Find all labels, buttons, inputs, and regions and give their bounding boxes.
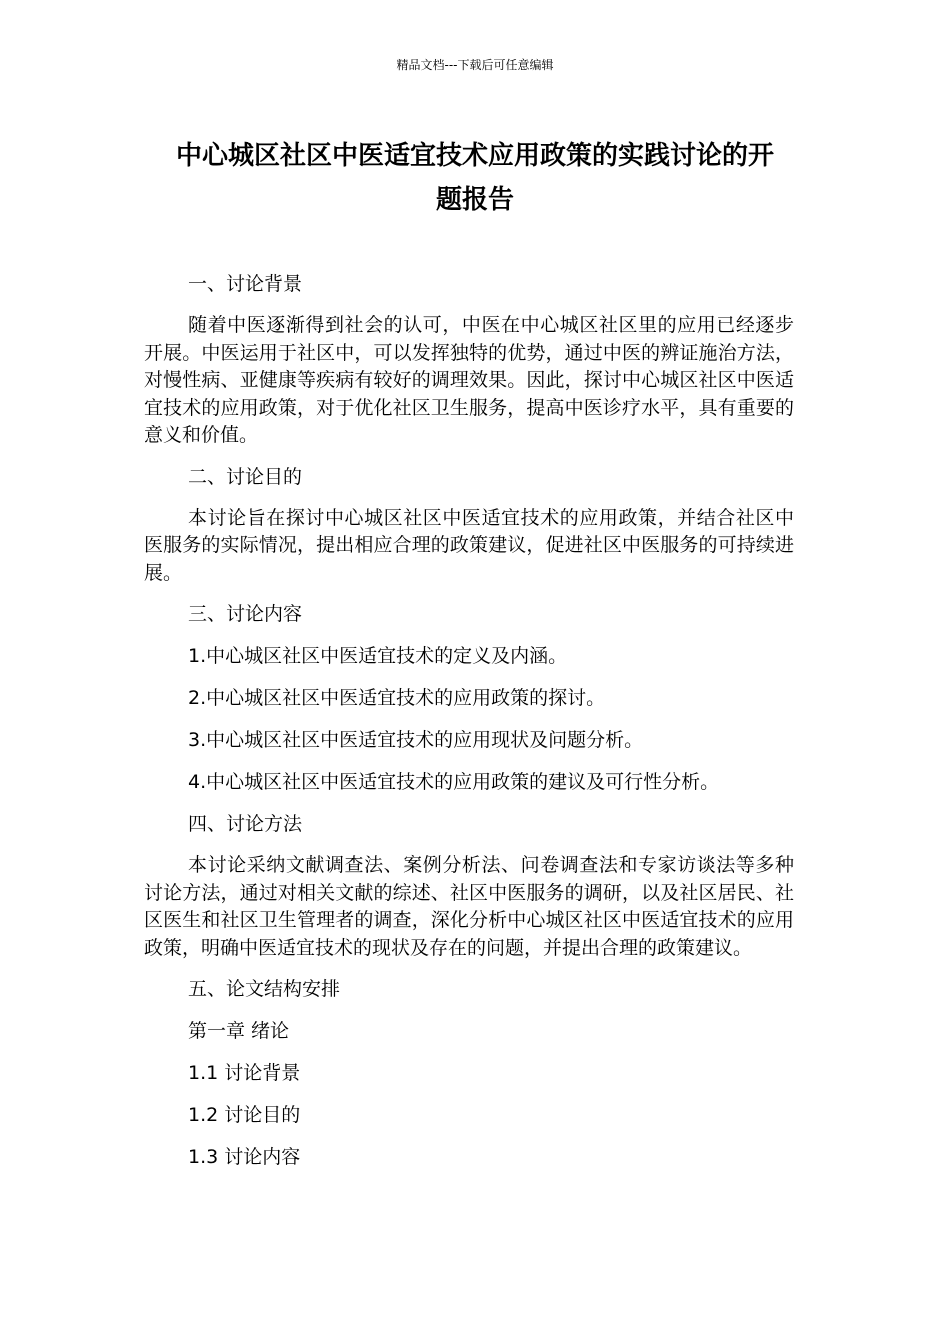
section-heading-background: 一、讨论背景: [188, 273, 303, 295]
section-paragraph-method: 本讨论采纳文献调查法、案例分析法、问卷调查法和专家访谈法等多种讨论方法，通过对相关文献的综述、社区中医服务的调研，以及社区居民、社区医生和社区卫生管理者的调查，深化分析中心城区社区中医适宜技术的应用政策，明确中医适宜技术的现状及存在的问题，并提出合理的政策建议。: [144, 854, 794, 959]
section-heading-structure: 五、论文结构安排: [188, 978, 341, 1000]
page-header-note: 精品文档---下载后可任意编辑: [396, 58, 554, 72]
structure-chapter: 第一章 绪论: [188, 1020, 290, 1042]
section-heading-method: 四、讨论方法: [188, 813, 303, 835]
content-list-item: 4.中心城区社区中医适宜技术的应用政策的建议及可行性分析。: [188, 771, 720, 793]
structure-list-item: 1.3 讨论内容: [188, 1146, 301, 1168]
document-title-line-2: 题报告: [435, 185, 514, 215]
section-paragraph-background: 随着中医逐渐得到社会的认可，中医在中心城区社区里的应用已经逐步开展。中医运用于社区中，可以发挥独特的优势，通过中医的辨证施治方法，对慢性病、亚健康等疾病有较好的调理效果。因此，探讨中心城区社区中医适宜技术的应用政策，对于优化社区卫生服务，提高中医诊疗水平，具有重要的意义和价值。: [144, 314, 794, 446]
document-title-line-1: 中心城区社区中医适宜技术应用政策的实践讨论的开: [175, 141, 774, 171]
section-heading-content: 三、讨论内容: [188, 603, 303, 625]
content-list-item: 3.中心城区社区中医适宜技术的应用现状及问题分析。: [188, 729, 644, 751]
content-list-item: 1.中心城区社区中医适宜技术的定义及内涵。: [188, 645, 568, 667]
structure-list-item: 1.1 讨论背景: [188, 1062, 301, 1084]
section-paragraph-purpose: 本讨论旨在探讨中心城区社区中医适宜技术的应用政策，并结合社区中医服务的实际情况，提出相应合理的政策建议，促进社区中医服务的可持续进展。: [144, 506, 794, 584]
document-body: [144, 270, 794, 1185]
structure-list-item: 1.2 讨论目的: [188, 1104, 301, 1126]
section-heading-purpose: 二、讨论目的: [188, 465, 303, 488]
content-list-item: 2.中心城区社区中医适宜技术的应用政策的探讨。: [188, 687, 606, 709]
document-title: [140, 134, 810, 222]
